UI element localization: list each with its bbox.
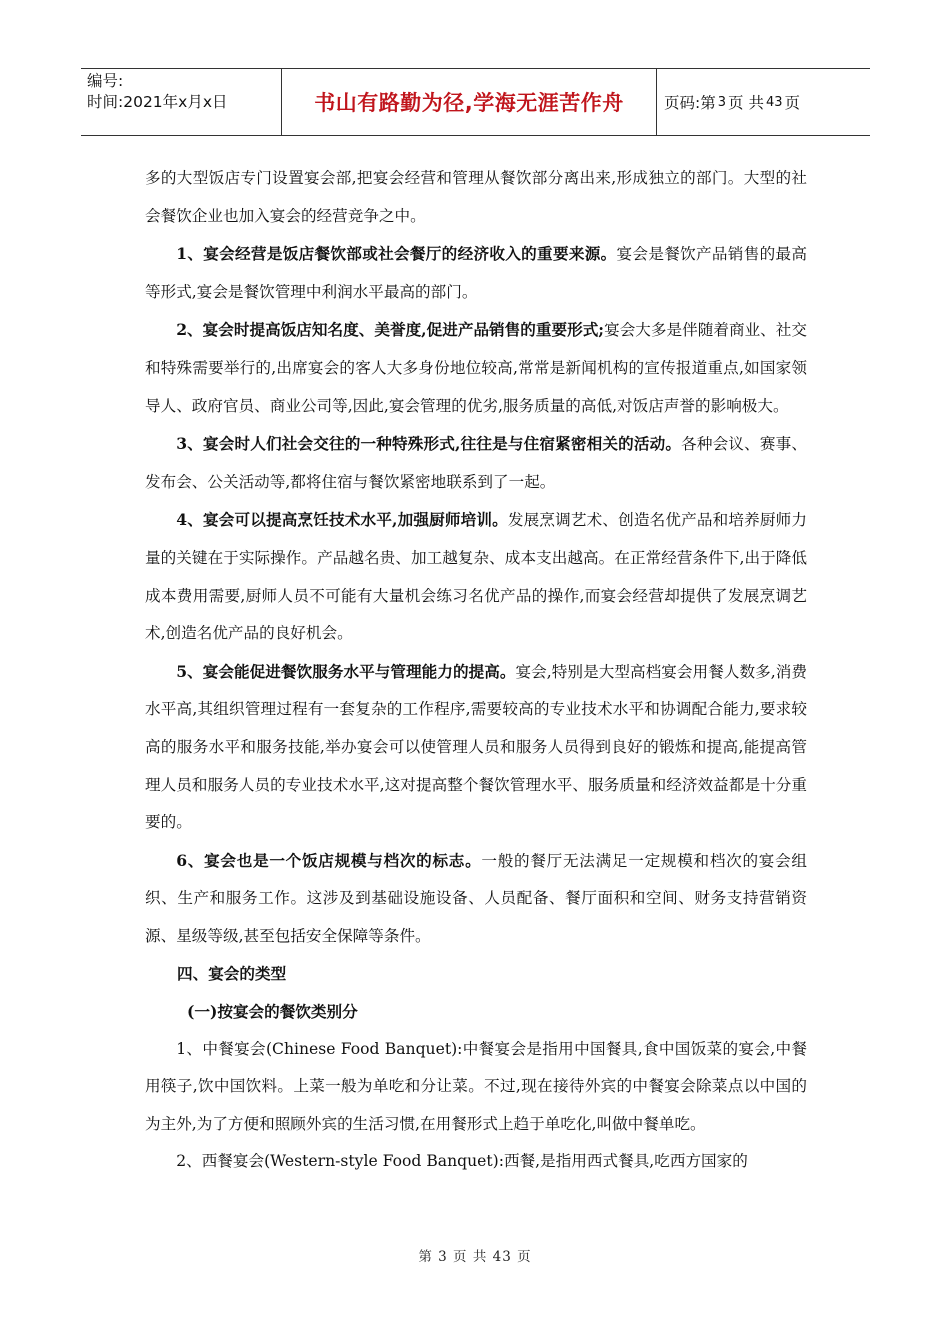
header-meta bbox=[81, 69, 282, 135]
paragraph-heading: 1、宴会经营是饭店餐饮部或社会餐厅的经济收入的重要来源。 bbox=[176, 244, 617, 264]
paragraph bbox=[145, 653, 807, 842]
page-prefix: 页码:第 bbox=[664, 94, 716, 112]
document-body bbox=[145, 160, 807, 1181]
document-header bbox=[81, 68, 870, 136]
paragraph-heading: 2、宴会时提高饭店知名度、美誉度,促进产品销售的重要形式; bbox=[176, 320, 605, 340]
document-number-label: 编号: bbox=[87, 72, 124, 90]
paragraph bbox=[145, 501, 807, 652]
page-footer: 第 3 页 共 43 页 bbox=[418, 1249, 532, 1265]
document-time-label: 时间:2021年x月x日 bbox=[87, 93, 228, 111]
page-total: 43 bbox=[765, 94, 783, 110]
paragraph: 多的大型饭店专门设置宴会部,把宴会经营和管理从餐饮部分离出来,形成独立的部门。大型的社会餐饮企业也加入宴会的经营竞争之中。 bbox=[145, 169, 807, 225]
paragraph-heading: 4、宴会可以提高烹饪技术水平,加强厨师培训。 bbox=[176, 510, 508, 530]
page-suffix: 页 bbox=[784, 94, 801, 112]
page-current: 3 bbox=[717, 94, 727, 110]
paragraph-heading: 3、宴会时人们社会交往的一种特殊形式,往往是与住宿紧密相关的活动。 bbox=[176, 434, 682, 454]
paragraph bbox=[145, 842, 807, 956]
paragraph-heading: 6、宴会也是一个饭店规模与档次的标志。 bbox=[176, 850, 482, 870]
paragraph-heading: 5、宴会能促进餐饮服务水平与管理能力的提高。 bbox=[176, 661, 516, 681]
paragraph-text: 各种会议、赛事、发布会、公关活动等,都将住宿与餐饮紧密地联系到了一起。 bbox=[145, 435, 807, 491]
paragraph-text: 宴会是餐饮产品销售的最高等形式,宴会是餐饮管理中利润水平最高的部门。 bbox=[145, 245, 807, 301]
paragraph bbox=[145, 425, 807, 501]
paragraph-text: 宴会大多是伴随着商业、社交和特殊需要举行的,出席宴会的客人大多身份地位较高,常常是新闻机构的宣传报道重点,如国家领导人、政府官员、商业公司等,因此,宴会管理的优劣,服务质量的高低,对饭店声誉的影响极大。 bbox=[145, 321, 807, 415]
paragraph: 1、中餐宴会(Chinese Food Banquet):中餐宴会是指用中国餐具,食中国饭菜的宴会,中餐用筷子,饮中国饮料。上菜一般为单吃和分让菜。不过,现在接待外宾的中餐宴会除菜点以中国的为主外,为了方便和照顾外宾的生活习惯,在用餐形式上趋于单吃化,叫做中餐单吃。 bbox=[145, 1039, 807, 1133]
header-page-number bbox=[657, 69, 870, 135]
paragraph: 2、西餐宴会(Western-style Food Banquet):西餐,是指用西式餐具,吃西方国家的 bbox=[176, 1152, 748, 1171]
paragraph-text: 发展烹调艺术、创造名优产品和培养厨师力量的关键在于实际操作。产品越名贵、加工越复杂、成本支出越高。在正常经营条件下,出于降低成本费用需要,厨师人员不可能有大量机会练习名优产品的操作,而宴会经营却提供了发展烹调艺术,创造名优产品的良好机会。 bbox=[145, 511, 807, 643]
paragraph-text: 一般的餐厅无法满足一定规模和档次的宴会组织、生产和服务工作。这涉及到基础设施设备、人员配备、餐厅面积和空间、财务支持营销资源、星级等级,甚至包括安全保障等条件。 bbox=[145, 851, 807, 945]
page-mid: 页 共 bbox=[728, 94, 764, 112]
paragraph bbox=[145, 311, 807, 425]
paragraph bbox=[145, 235, 807, 311]
section-heading: 四、宴会的类型 bbox=[177, 964, 287, 984]
subsection-heading: (一)按宴会的餐饮类别分 bbox=[187, 1002, 358, 1022]
paragraph-text: 宴会,特别是大型高档宴会用餐人数多,消费水平高,其组织管理过程有一套复杂的工作程序,需要较高的专业技术水平和协调配合能力,要求较高的服务水平和服务技能,举办宴会可以使管理人员和服务人员得到良好的锻炼和提高,能提高管理人员和服务人员的专业技术水平,这对提高整个餐饮管理水平、服务质量和经济效益都是十分重要的。 bbox=[145, 662, 807, 832]
header-motto: 书山有路勤为径,学海无涯苦作舟 bbox=[282, 69, 657, 135]
